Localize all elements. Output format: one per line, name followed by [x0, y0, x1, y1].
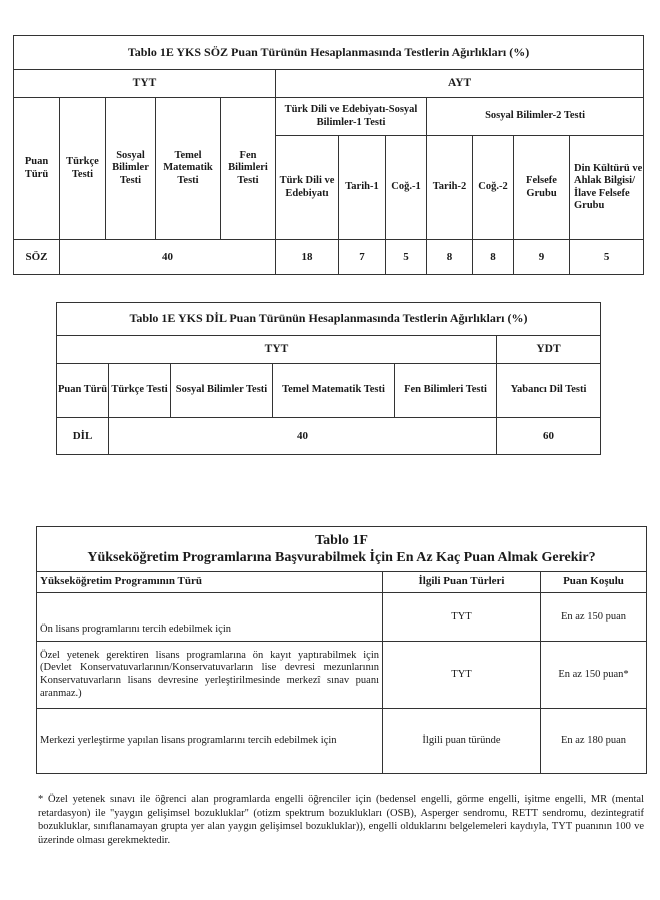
soz-cog1-header: Coğ.-1: [386, 136, 427, 240]
program-cell: Ön lisans programlarını tercih edebilmek için: [37, 593, 383, 642]
soz-turkce-header: Türkçe Testi: [60, 98, 106, 240]
soz-tarih1-value: 7: [339, 240, 386, 275]
table-row: [37, 593, 647, 642]
dil-table-title: Tablo 1E YKS DİL Puan Türünün Hesaplanmasında Testlerin Ağırlıkları (%): [57, 303, 601, 336]
dil-ydt-value: 60: [497, 418, 601, 455]
soz-turk-dili-value: 18: [276, 240, 339, 275]
soz-turk-dili-header: Türk Dili ve Edebiyatı: [276, 136, 339, 240]
dil-row-label: DİL: [57, 418, 109, 455]
dil-sosyal-header: Sosyal Bilimler Testi: [171, 364, 273, 418]
soz-tarih2-header: Tarih-2: [427, 136, 473, 240]
col-puan-turleri-header: İlgili Puan Türleri: [383, 572, 541, 593]
soz-felsefe-header: Felsefe Grubu: [514, 136, 570, 240]
minimum-score-table: [36, 526, 647, 774]
soz-fen-header: Fen Bilimleri Testi: [221, 98, 276, 240]
footnote: * Özel yetenek sınavı ile öğrenci alan programlarda engelli öğrenciler için (bedensel engelli, görme engelli, işitme engelli, MR (mental retardasyon) ile "yaygın gelişimsel bozukluklar" (otizm spektrum bozuklukları (OSB), Asperger sendromu, RETT sendromu, dezintegratif bozukluklar, sınıflanamayan grupta yer alan yaygın gelişimsel bozukluklar)), engelli olduklarını belgelemeleri kaydıyla, TYT puanının 100 ve üzerinde olması gerekmektedir.: [38, 794, 644, 846]
program-cell: Merkezi yerleştirme yapılan lisans programlarını tercih edebilmek için: [37, 709, 383, 774]
table-1f-subtitle: Yükseköğretim Programlarına Başvurabilmek İçin En Az Kaç Puan Almak Gerekir?: [87, 550, 596, 565]
table-row: [37, 709, 647, 774]
dil-yabanci-header: Yabancı Dil Testi: [497, 364, 601, 418]
soz-ayt-header: AYT: [276, 70, 644, 98]
soz-tarih2-value: 8: [427, 240, 473, 275]
dil-tyt-header: TYT: [57, 336, 497, 364]
puan-turu-cell: TYT: [383, 642, 541, 709]
soz-matematik-header: Temel Matematik Testi: [156, 98, 221, 240]
soz-din-header: Din Kültürü ve Ahlak Bilgisi/İlave Felsefe Grubu: [570, 136, 644, 240]
soz-cog1-value: 5: [386, 240, 427, 275]
table-row: [37, 642, 647, 709]
soz-din-value: 5: [570, 240, 644, 275]
soz-felsefe-value: 9: [514, 240, 570, 275]
dil-fen-header: Fen Bilimleri Testi: [395, 364, 497, 418]
soz-row-label: SÖZ: [14, 240, 60, 275]
puan-turu-cell: İlgili puan türünde: [383, 709, 541, 774]
soz-cog2-header: Coğ.-2: [473, 136, 514, 240]
soz-table-title: Tablo 1E YKS SÖZ Puan Türünün Hesaplanmasında Testlerin Ağırlıkları (%): [14, 36, 644, 70]
soz-weights-table: [13, 35, 644, 275]
dil-ydt-header: YDT: [497, 336, 601, 364]
table-1f-title: [37, 527, 647, 572]
kosul-cell: En az 150 puan*: [541, 642, 647, 709]
kosul-cell: En az 180 puan: [541, 709, 647, 774]
soz-ayt-group2-header: Sosyal Bilimler-2 Testi: [427, 98, 644, 136]
dil-turkce-header: Türkçe Testi: [109, 364, 171, 418]
soz-puan-turu-header: Puan Türü: [14, 98, 60, 240]
soz-tyt-header: TYT: [14, 70, 276, 98]
soz-tyt-value: 40: [60, 240, 276, 275]
dil-puan-turu-header: Puan Türü: [57, 364, 109, 418]
puan-turu-cell: TYT: [383, 593, 541, 642]
table-1f-heading: Tablo 1F: [315, 532, 368, 548]
dil-tyt-value: 40: [109, 418, 497, 455]
soz-tarih1-header: Tarih-1: [339, 136, 386, 240]
col-kosul-header: Puan Koşulu: [541, 572, 647, 593]
program-cell: Özel yetenek gerektiren lisans programlarına ön kayıt yaptırabilmek için (Devlet Konservatuvarlarının/Konservatuvarların lise devresi mezunlarının Konservatuvarların lisans devresine yerleştirilmesinde merkezî sınav puanı aranmaz.): [37, 642, 383, 709]
soz-sosyal-header: Sosyal Bilimler Testi: [106, 98, 156, 240]
dil-matematik-header: Temel Matematik Testi: [273, 364, 395, 418]
col-program-header: Yükseköğretim Programının Türü: [37, 572, 383, 593]
soz-ayt-group1-header: Türk Dili ve Edebiyatı-Sosyal Bilimler-1 Testi: [276, 98, 427, 136]
kosul-cell: En az 150 puan: [541, 593, 647, 642]
dil-weights-table: [56, 302, 601, 455]
soz-cog2-value: 8: [473, 240, 514, 275]
